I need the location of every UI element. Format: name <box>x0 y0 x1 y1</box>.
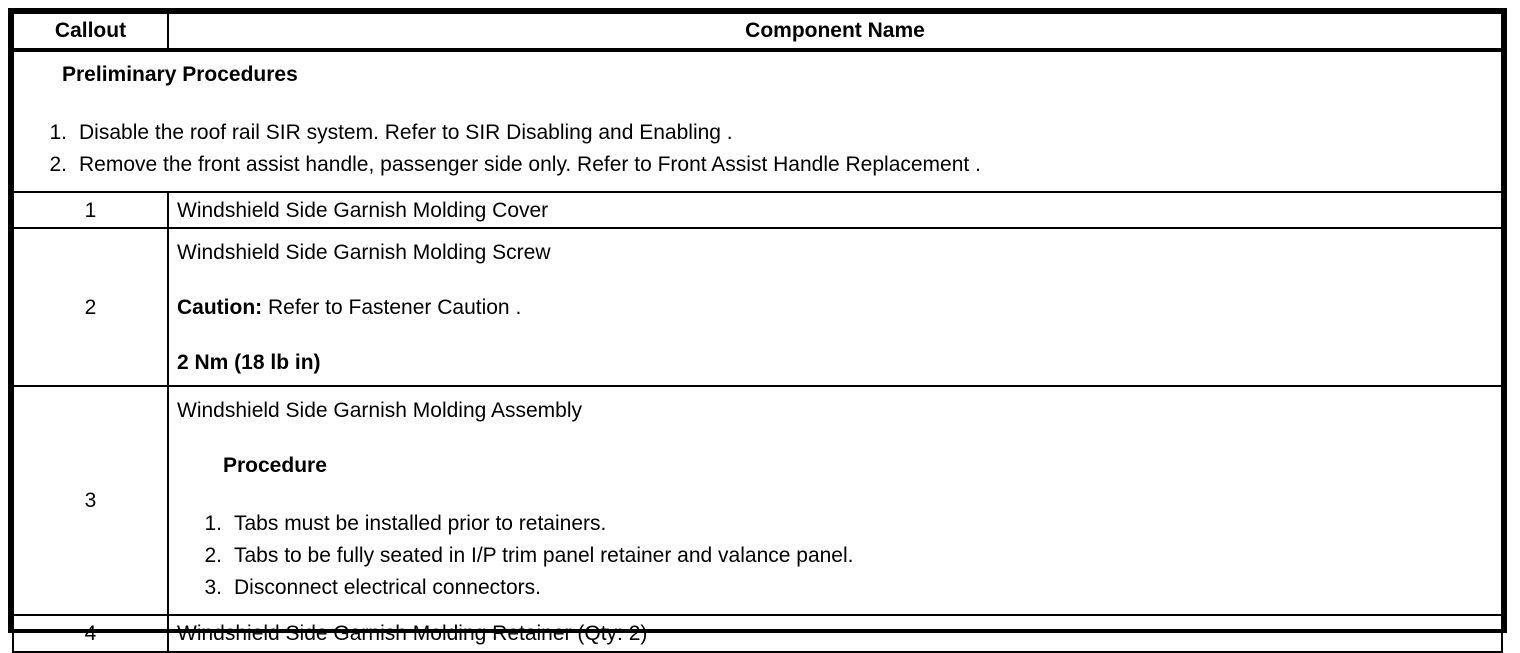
caution-line: Caution: Refer to Fastener Caution . <box>177 296 522 319</box>
component-table <box>12 12 1503 653</box>
preliminary-steps-list <box>14 117 1487 181</box>
component-name-column-header: Component Name <box>168 13 1502 50</box>
preliminary-step-number: 2. <box>49 153 67 176</box>
table-row <box>13 192 1502 228</box>
table-row <box>13 386 1502 615</box>
component-name-line: Windshield Side Garnish Molding Screw <box>177 241 551 264</box>
procedure-subhead: Procedure <box>223 454 327 477</box>
procedure-step-text: Tabs must be installed prior to retainers. <box>234 512 607 535</box>
callout-cell: 2 <box>13 228 168 386</box>
procedure-list <box>197 508 1489 604</box>
preliminary-step-number: 1. <box>49 121 67 144</box>
component-cell <box>168 386 1502 615</box>
component-name-line: Windshield Side Garnish Molding Assembly <box>177 399 583 422</box>
preliminary-step-text: Remove the front assist handle, passenger side only. Refer to Front Assist Handle Replacement . <box>79 153 981 176</box>
callout-cell: 1 <box>13 192 168 228</box>
callout-cell: 4 <box>13 615 168 652</box>
component-name-line: Windshield Side Garnish Molding Cover <box>177 198 549 222</box>
procedure-step-number: 1. <box>204 512 222 535</box>
caution-label: Caution: <box>177 296 263 319</box>
torque-spec-line: 2 Nm (18 lb in) <box>177 351 321 374</box>
preliminary-procedures-cell <box>13 50 1502 192</box>
table-header-row <box>13 13 1502 50</box>
procedure-step-text: Disconnect electrical connectors. <box>234 576 541 599</box>
table-row <box>13 228 1502 386</box>
procedure-step-number: 3. <box>204 576 222 599</box>
component-cell <box>168 615 1502 652</box>
component-cell <box>168 192 1502 228</box>
numbered-step <box>197 572 1489 604</box>
callout-column-header: Callout <box>13 13 168 50</box>
parts-callout-table <box>8 8 1507 645</box>
component-name-line: Windshield Side Garnish Molding Retainer (Qty: 2) <box>177 622 648 645</box>
numbered-step <box>197 540 1489 572</box>
procedure-step-text: Tabs to be fully seated in I/P trim panel retainer and valance panel. <box>234 544 854 567</box>
preliminary-procedures-title: Preliminary Procedures <box>62 63 298 86</box>
procedure-step-number: 2. <box>204 544 222 567</box>
numbered-step <box>197 508 1489 540</box>
callout-cell: 3 <box>13 386 168 615</box>
preliminary-procedures-row <box>13 50 1502 192</box>
preliminary-step-text: Disable the roof rail SIR system. Refer to SIR Disabling and Enabling . <box>79 121 733 144</box>
table-row <box>13 615 1502 652</box>
numbered-step <box>42 117 1487 149</box>
numbered-step <box>42 149 1487 181</box>
component-cell <box>168 228 1502 386</box>
